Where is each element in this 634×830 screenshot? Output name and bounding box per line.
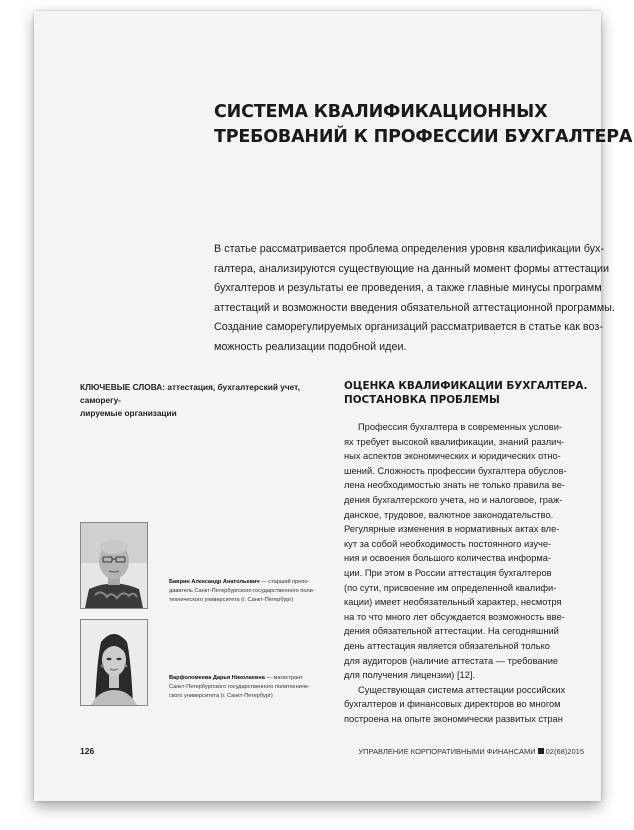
- journal-issue: 02(68)2015: [545, 747, 584, 756]
- body-line: кут за собой необходимость постоянного изуче-: [344, 538, 552, 549]
- body-line: построена на опыте экономически развитых стран: [344, 713, 563, 724]
- body-line: Существующая система аттестации российских: [358, 684, 566, 695]
- body-line: день аттестация является обязательной только: [344, 640, 550, 651]
- author-caption-line: ского университета (г. Санкт-Петербург): [169, 693, 273, 699]
- author-caption-line: [169, 674, 329, 683]
- body-line: для получения лицензии) [12].: [344, 670, 476, 681]
- section-heading-line: ОЦЕНКА КВАЛИФИКАЦИИ БУХГАЛТЕРА.: [344, 380, 588, 392]
- section-heading: [344, 379, 604, 407]
- keywords-line: лируемые организации: [80, 408, 177, 418]
- body-line: ях требует высокой квалификации, знаний различ-: [344, 436, 565, 447]
- journal-name: УПРАВЛЕНИЕ КОРПОРАТИВНЫМИ ФИНАНСАМИ: [358, 747, 536, 756]
- article-title-line: СИСТЕМА КВАЛИФИКАЦИОННЫХ: [214, 102, 548, 122]
- body-line: шений. Сложность профессии бухгалтера обуслов-: [344, 465, 567, 476]
- body-line: Профессия бухгалтера в современных услови-: [358, 422, 562, 432]
- abstract-line: можность реализации подобной идеи.: [214, 340, 407, 353]
- author-caption-line: Санкт-Петербургского государственного политехниче-: [169, 684, 310, 690]
- keywords-line: КЛЮЧЕВЫЕ СЛОВА: аттестация, бухгалтерский учет, саморегу-: [80, 382, 300, 405]
- body-line: дения обязательной аттестации. На сегодняшний: [344, 626, 559, 637]
- journal-footer: [358, 747, 584, 756]
- body-line: на то что много лет обсуждается возможность вве-: [344, 611, 565, 622]
- body-line: дения бухгалтерского учета, но и налоговое, граж-: [344, 494, 563, 505]
- abstract-line: Создание саморегулируемых организаций рассматривается в статье как воз-: [214, 321, 603, 333]
- body-line: ния и освоения большого количества информа-: [344, 553, 552, 564]
- author-caption-varfolomeeva: [169, 674, 329, 701]
- body-line: лена необходимостью знать не только правила ве-: [344, 480, 566, 491]
- author-portrait-female-icon: [81, 620, 147, 705]
- author-portrait-male-icon: [81, 523, 147, 608]
- article-title-line: ТРЕБОВАНИЙ К ПРОФЕССИИ БУХГАЛТЕРА: [214, 127, 633, 147]
- author-caption-bavrin: [169, 578, 329, 605]
- article-title: [214, 100, 633, 150]
- article-abstract: [214, 240, 615, 357]
- body-line: ции. При этом в России аттестация бухгалтеров: [344, 567, 552, 578]
- abstract-line: бухгалтеров и результаты ее проведения, а также главные минусы программ: [214, 282, 602, 294]
- body-line: Регулярные изменения в нормативных актах вле-: [344, 524, 560, 535]
- author-name: Варфоломеева Дарья Николаевна: [169, 675, 265, 681]
- page-number: 126: [80, 746, 95, 756]
- author-name: Баврин Александр Анатольевич: [169, 579, 260, 585]
- author-caption-line: технического университета (г. Санкт-Петербург): [169, 597, 294, 603]
- body-line: кации) имеет необязательный характер, несмотря: [344, 597, 562, 608]
- body-line: (по сути, присвоение им определенной квалифи-: [344, 582, 557, 593]
- section-body: [344, 420, 589, 726]
- body-line: ных аспектов экономических и юридических отно-: [344, 451, 561, 462]
- author-photo-bavrin: [80, 522, 148, 609]
- body-line: данское, трудовое, валютное законодательство.: [344, 509, 554, 520]
- author-position: — старший препо-: [259, 579, 310, 585]
- abstract-line: аттестаций и возможности введения обязательной аттестационной программы.: [214, 301, 615, 314]
- body-line: для аудиторов (наличие аттестата — требование: [344, 655, 559, 666]
- keywords-block: [80, 381, 330, 420]
- body-line: бухгалтеров и финансовых директоров во многом: [344, 699, 561, 710]
- abstract-line: В статье рассматривается проблема определения уровня квалификации бух-: [214, 243, 605, 255]
- abstract-line: галтера, анализируются существующие на данный момент формы аттестации: [214, 262, 609, 275]
- black-square-icon: [538, 748, 544, 754]
- author-caption-line: [169, 578, 329, 587]
- author-photo-varfolomeeva: [80, 619, 148, 706]
- author-position: — магистрант: [264, 675, 303, 681]
- author-caption-line: даватель Санкт-Петербургского государственного поли-: [169, 588, 315, 594]
- section-heading-line: ПОСТАНОВКА ПРОБЛЕМЫ: [344, 394, 500, 406]
